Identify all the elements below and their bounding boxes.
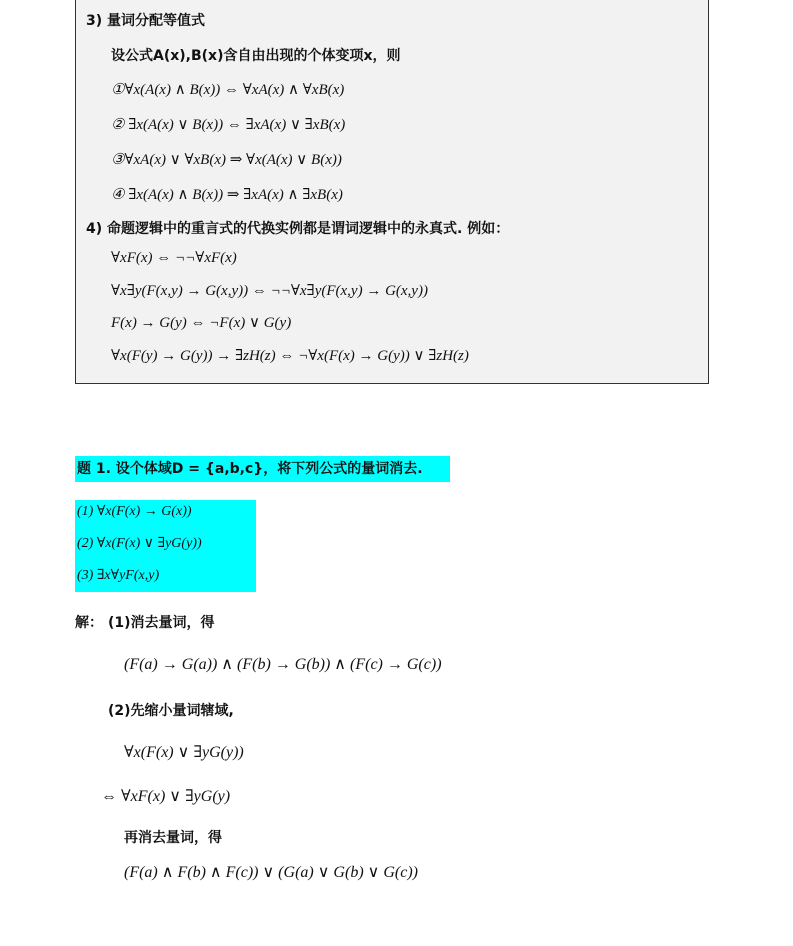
section-4-heading: 4) 命题逻辑中的重言式的代换实例都是谓词逻辑中的永真式. 例如： <box>86 221 510 237</box>
solution-step-2-text-b: 再消去量词，得 <box>124 830 222 846</box>
problem-item-2: (2) ∀x(F(x) ∨ ∃yG(y)) <box>77 536 202 551</box>
formula-3-4: ④ ∃x(A(x) ∧ B(x)) ⇒ ∃xA(x) ∧ ∃xB(x) <box>111 187 343 203</box>
problem-item-1: (1) ∀x(F(x) → G(x)) <box>77 504 192 519</box>
section-3-intro: 设公式A(x),B(x)含自由出现的个体变项x，则 <box>111 48 401 64</box>
solution-step-1-formula: (F(a) → G(a)) ∧ (F(b) → G(b)) ∧ (F(c) → G(c)) <box>124 656 442 673</box>
formula-4-2: ∀x∃y(F(x,y) → G(x,y)) ⇔ ¬¬∀x∃y(F(x,y) → G(x,y)) <box>111 283 428 299</box>
formula-4-4: ∀x(F(y) → G(y)) → ∃zH(z) ⇔ ¬∀x(F(x) → G(y)) ∨ ∃zH(z) <box>111 348 469 364</box>
formula-3-3: ③∀xA(x) ∨ ∀xB(x) ⇒ ∀x(A(x) ∨ B(x)) <box>111 152 342 168</box>
problem-items <box>75 500 256 592</box>
solution-label: 解： <box>75 615 103 631</box>
solution-step-2-formula-b: ⇔ ∀xF(x) ∨ ∃yG(y) <box>101 788 231 805</box>
solution-step-2-formula-a: ∀x(F(x) ∨ ∃yG(y)) <box>124 744 244 761</box>
formula-4-1: ∀xF(x) ⇔ ¬¬∀xF(x) <box>111 250 237 266</box>
solution-step-2-text: (2)先缩小量词辖域, <box>108 703 234 719</box>
problem-item-3: (3) ∃x∀yF(x,y) <box>77 568 160 583</box>
solution-step-2-formula-c: (F(a) ∧ F(b) ∧ F(c)) ∨ (G(a) ∨ G(b) ∨ G(c)) <box>124 864 418 881</box>
formula-4-3: F(x) → G(y) ⇔ ¬F(x) ∨ G(y) <box>111 315 292 331</box>
section-3-heading: 3) 量词分配等值式 <box>86 13 206 29</box>
formula-3-2: ② ∃x(A(x) ∨ B(x)) ⇔ ∃xA(x) ∨ ∃xB(x) <box>111 117 346 133</box>
problem-title: 题 1. 设个体域D = {a,b,c}，将下列公式的量词消去. <box>75 456 450 482</box>
formula-3-1: ①∀x(A(x) ∧ B(x)) ⇔ ∀xA(x) ∧ ∀xB(x) <box>111 82 345 98</box>
solution-step-1-text: (1)消去量词，得 <box>108 615 215 631</box>
